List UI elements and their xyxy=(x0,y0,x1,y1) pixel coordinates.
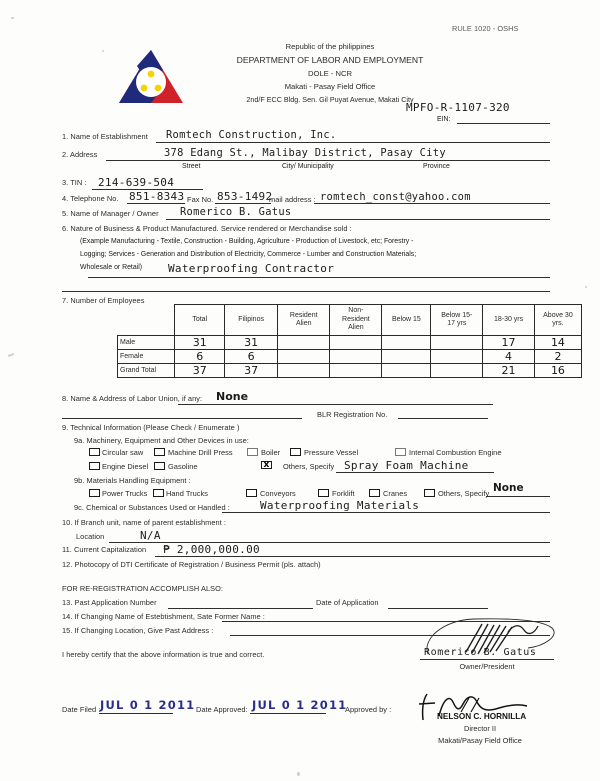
field-5-label: 5. Name of Manager / Owner xyxy=(62,209,159,218)
field-1-value: Romtech Construction, Inc. xyxy=(166,129,337,141)
label-forklift: Forklift xyxy=(332,489,355,498)
checkbox-engine-diesel[interactable] xyxy=(89,462,100,470)
table-header-row xyxy=(118,305,582,336)
employees-table xyxy=(117,304,582,378)
checkbox-pressure-vessel[interactable] xyxy=(290,448,301,456)
scan-speck xyxy=(297,772,300,776)
field-6-note-1: (Example Manufacturing - Textile, Construction - Building, Agriculture - Production of Livestock, etc; Forestry - xyxy=(80,238,414,245)
field-6-line-2[interactable] xyxy=(62,291,550,292)
field-13-date-line[interactable] xyxy=(388,608,488,609)
cell-grandtotal-resident-alien xyxy=(278,364,330,378)
checkbox-others-machinery[interactable] xyxy=(261,461,272,469)
cell-male-below15-17 xyxy=(431,336,483,350)
cell-female-total: 6 xyxy=(175,350,225,364)
field-15-label: 15. If Changing Location, Give Past Address : xyxy=(62,626,214,635)
approver-title: Director II xyxy=(463,724,497,733)
cell-grandtotal-filipinos: 37 xyxy=(225,364,278,378)
cell-grandtotal-non-resident-alien xyxy=(330,364,382,378)
field-9c-value: Waterproofing Materials xyxy=(260,499,420,512)
cell-grandtotal-above30: 16 xyxy=(534,364,581,378)
field-4-fax-value: 853-1492 xyxy=(217,190,273,203)
checkbox-cranes[interactable] xyxy=(369,489,380,497)
field-11-line[interactable] xyxy=(155,556,550,557)
scan-speck xyxy=(102,50,104,52)
field-3-label: 3. TIN : xyxy=(62,178,87,187)
checkbox-internal-combustion-engine[interactable] xyxy=(395,448,406,456)
field-6-label: 6. Nature of Business & Product Manufactured. Service rendered or Merchandise sold : xyxy=(62,224,352,233)
cell-female-above30: 2 xyxy=(534,350,581,364)
cell-female-below15-17 xyxy=(431,350,483,364)
field-6-line-1[interactable] xyxy=(88,277,550,278)
col-18-30: 18-30 yrs xyxy=(483,305,535,336)
approver-name: NELSON C. HORNILLA xyxy=(437,712,527,721)
owner-title: Owner/President xyxy=(459,662,515,671)
field-5-line[interactable] xyxy=(166,219,550,220)
field-13-line[interactable] xyxy=(168,608,313,609)
field-5-value: Romerico B. Gatus xyxy=(180,206,292,218)
field-8-line[interactable] xyxy=(178,404,493,405)
scan-speck xyxy=(8,353,14,357)
field-4-fax-line[interactable] xyxy=(215,203,271,204)
cell-grandtotal-below15-17 xyxy=(431,364,483,378)
field-6-note-2: Logging; Services - Generation and Distribution of Electricity, Commerce - Lumber and Construction Materials; xyxy=(80,251,417,258)
col-blank xyxy=(118,305,175,336)
field-9a-label: 9a. Machinery, Equipment and Other Devices in use: xyxy=(74,436,249,445)
checkbox-hand-trucks[interactable] xyxy=(153,489,164,497)
label-conveyors: Conveyors xyxy=(260,489,296,498)
field-9c-label: 9c. Chemical or Substances Used or Handled : xyxy=(74,503,230,512)
cell-female-resident-alien xyxy=(278,350,330,364)
cell-male-resident-alien xyxy=(278,336,330,350)
field-7-label: 7. Number of Employees xyxy=(62,296,145,305)
field-9b-other-value: None xyxy=(493,482,524,494)
field-14-label: 14. If Changing Name of Estebtishment, Sate Former Name : xyxy=(62,612,265,621)
field-4-fax-label: Fax No. xyxy=(187,195,214,204)
field-12-label: 12. Photocopy of DTI Certificate of Registration / Business Permit (pls. attach) xyxy=(62,560,321,569)
table-row xyxy=(118,364,582,378)
cell-female-18-30: 4 xyxy=(483,350,535,364)
certification-text: I hereby certify that the above information is true and correct. xyxy=(62,650,265,659)
field-2-sublabel-street: Street xyxy=(182,163,201,170)
field-1-label: 1. Name of Establishment xyxy=(62,132,148,141)
field-8-line-2[interactable] xyxy=(62,418,302,419)
field-4-email-value: romtech_const@yahoo.com xyxy=(320,191,471,203)
label-gasoline: Gasoline xyxy=(168,462,198,471)
ein-line[interactable] xyxy=(457,123,550,124)
field-2-sublabel-city: City/ Municipality xyxy=(282,163,334,170)
date-approved-label: Date Approved: xyxy=(196,705,248,714)
cell-female-below15 xyxy=(382,350,431,364)
field-2-value: 378 Edang St., Malibay District, Pasay City xyxy=(164,147,446,159)
field-2-label: 2. Address xyxy=(62,150,98,159)
checkbox-conveyors[interactable] xyxy=(246,489,257,497)
label-pressure-vessel: Pressure Vessel xyxy=(304,448,359,457)
cell-grandtotal-18-30: 21 xyxy=(483,364,535,378)
date-filed-label: Date Filed : xyxy=(62,705,101,714)
field-4-email-line[interactable] xyxy=(314,203,550,204)
field-9a-other-value: Spray Foam Machine xyxy=(344,459,469,472)
header-line-dole-ncr: DOLE - NCR xyxy=(308,69,352,78)
field-2-sublabel-province: Province xyxy=(423,163,450,170)
date-filed-value: JUL 0 1 2011 xyxy=(100,698,196,712)
header-line-field-office: Makati - Pasay Field Office xyxy=(284,82,376,91)
field-11-value: ₱ 2,000,000.00 xyxy=(163,543,260,556)
checkbox-gasoline[interactable] xyxy=(154,462,165,470)
form-number: MPFO-R-1107-320 xyxy=(406,101,510,114)
rule-code: RULE 1020 - OSHS xyxy=(452,24,519,33)
date-filed-line[interactable] xyxy=(99,713,173,714)
col-resident-alien: Resident Alien xyxy=(278,305,330,336)
field-11-label: 11. Current Capitalization xyxy=(62,545,147,554)
row-label-male: Male xyxy=(118,336,175,350)
header-line-republic: Republic of the philippines xyxy=(285,42,375,51)
table-row xyxy=(118,336,582,350)
rereg-heading: FOR RE-REGISTRATION ACCOMPLISH ALSO: xyxy=(62,584,223,593)
label-internal-combustion-engine: Internal Combustion Engine xyxy=(409,448,502,457)
field-4-telephone-line[interactable] xyxy=(127,203,185,204)
field-10-label: 10. If Branch unit, name of parent establishment : xyxy=(62,518,226,527)
field-10-location-label: Location xyxy=(76,532,105,541)
field-9b-label: 9b. Materials Handling Equipment : xyxy=(74,476,191,485)
approver-office: Makati/Pasay Field Office xyxy=(438,736,522,745)
cell-male-above30: 14 xyxy=(534,336,581,350)
col-non-resident-alien: Non- Resident Alien xyxy=(330,305,382,336)
header-line-address: 2nd/F ECC Bldg. Sen. Gil Puyat Avenue, Makati City xyxy=(246,95,414,104)
approved-by-label: Approved by : xyxy=(345,705,392,714)
col-filipinos: Filipinos xyxy=(225,305,278,336)
label-machine-drill-press: Machine Drill Press xyxy=(168,448,233,457)
date-approved-line[interactable] xyxy=(250,713,326,714)
col-total: Total xyxy=(175,305,225,336)
field-8-blr-line[interactable] xyxy=(398,418,488,419)
cell-male-18-30: 17 xyxy=(483,336,535,350)
row-label-grand-total: Grand Total xyxy=(118,364,175,378)
label-power-trucks: Power Trucks xyxy=(102,489,148,498)
cell-grandtotal-below15 xyxy=(382,364,431,378)
dole-triangle-logo xyxy=(115,48,187,106)
field-6-note-3: Wholesale or Retail) xyxy=(80,264,143,271)
table-body xyxy=(118,336,582,378)
cell-grandtotal-total: 37 xyxy=(175,364,225,378)
cell-male-below15 xyxy=(382,336,431,350)
table-row xyxy=(118,350,582,364)
field-9a-other-line[interactable] xyxy=(336,472,494,473)
field-8-value: None xyxy=(216,390,249,403)
date-approved-value: JUL 0 1 2011 xyxy=(252,698,348,712)
field-4-label: 4. Telephone No. xyxy=(62,194,119,203)
owner-signature-name: Romerico B. Gatus xyxy=(424,647,537,658)
field-13-label: 13. Past Application Number xyxy=(62,598,157,607)
checkbox-others-handling[interactable] xyxy=(424,489,435,497)
cell-female-non-resident-alien xyxy=(330,350,382,364)
ein-label: EIN: xyxy=(437,116,451,123)
field-10-location-value: N/A xyxy=(140,529,161,542)
col-above-30: Above 30 yrs. xyxy=(534,305,581,336)
checkbox-circular-saw[interactable] xyxy=(89,448,100,456)
label-engine-diesel: Engine Diesel xyxy=(102,462,149,471)
cell-female-filipinos: 6 xyxy=(225,350,278,364)
field-13-date-label: Date of Application xyxy=(316,598,379,607)
cell-male-non-resident-alien xyxy=(330,336,382,350)
field-2-line[interactable] xyxy=(106,160,550,161)
field-4-email-label: mail address : xyxy=(269,195,316,204)
label-hand-trucks: Hand Trucks xyxy=(166,489,209,498)
field-9-label: 9. Technical Information (Please Check / Enumerate ) xyxy=(62,423,240,432)
row-label-female: Female xyxy=(118,350,175,364)
field-8-blr-label: BLR Registration No. xyxy=(317,410,388,419)
cell-male-filipinos: 31 xyxy=(225,336,278,350)
label-others-handling: Others, Specify xyxy=(438,489,490,498)
checkbox-power-trucks[interactable] xyxy=(89,489,100,497)
label-circular-saw: Circular saw xyxy=(102,448,144,457)
checkbox-boiler[interactable] xyxy=(247,448,258,456)
col-below-15: Below 15 xyxy=(382,305,431,336)
label-others-machinery: Others, Specify xyxy=(283,462,335,471)
col-below-15-17: Below 15- 17 yrs xyxy=(431,305,483,336)
field-9c-line[interactable] xyxy=(222,512,550,513)
label-boiler: Boiler xyxy=(261,448,281,457)
field-1-line[interactable] xyxy=(156,142,550,143)
field-8-label: 8. Name & Address of Labor Union, if any: xyxy=(62,394,203,403)
checkbox-machine-drill-press[interactable] xyxy=(154,448,165,456)
cell-male-total: 31 xyxy=(175,336,225,350)
field-4-telephone-value: 851-8343 xyxy=(129,190,185,203)
field-9b-other-line[interactable] xyxy=(486,496,550,497)
scan-speck xyxy=(585,286,587,288)
scan-speck xyxy=(11,17,14,19)
header-line-department: DEPARTMENT OF LABOR AND EMPLOYMENT xyxy=(236,55,424,65)
checkbox-forklift[interactable] xyxy=(318,489,329,497)
label-cranes: Cranes xyxy=(383,489,408,498)
field-6-value: Waterproofing Contractor xyxy=(168,262,335,275)
owner-signature-line xyxy=(420,659,554,660)
field-3-value: 214-639-504 xyxy=(98,176,175,189)
